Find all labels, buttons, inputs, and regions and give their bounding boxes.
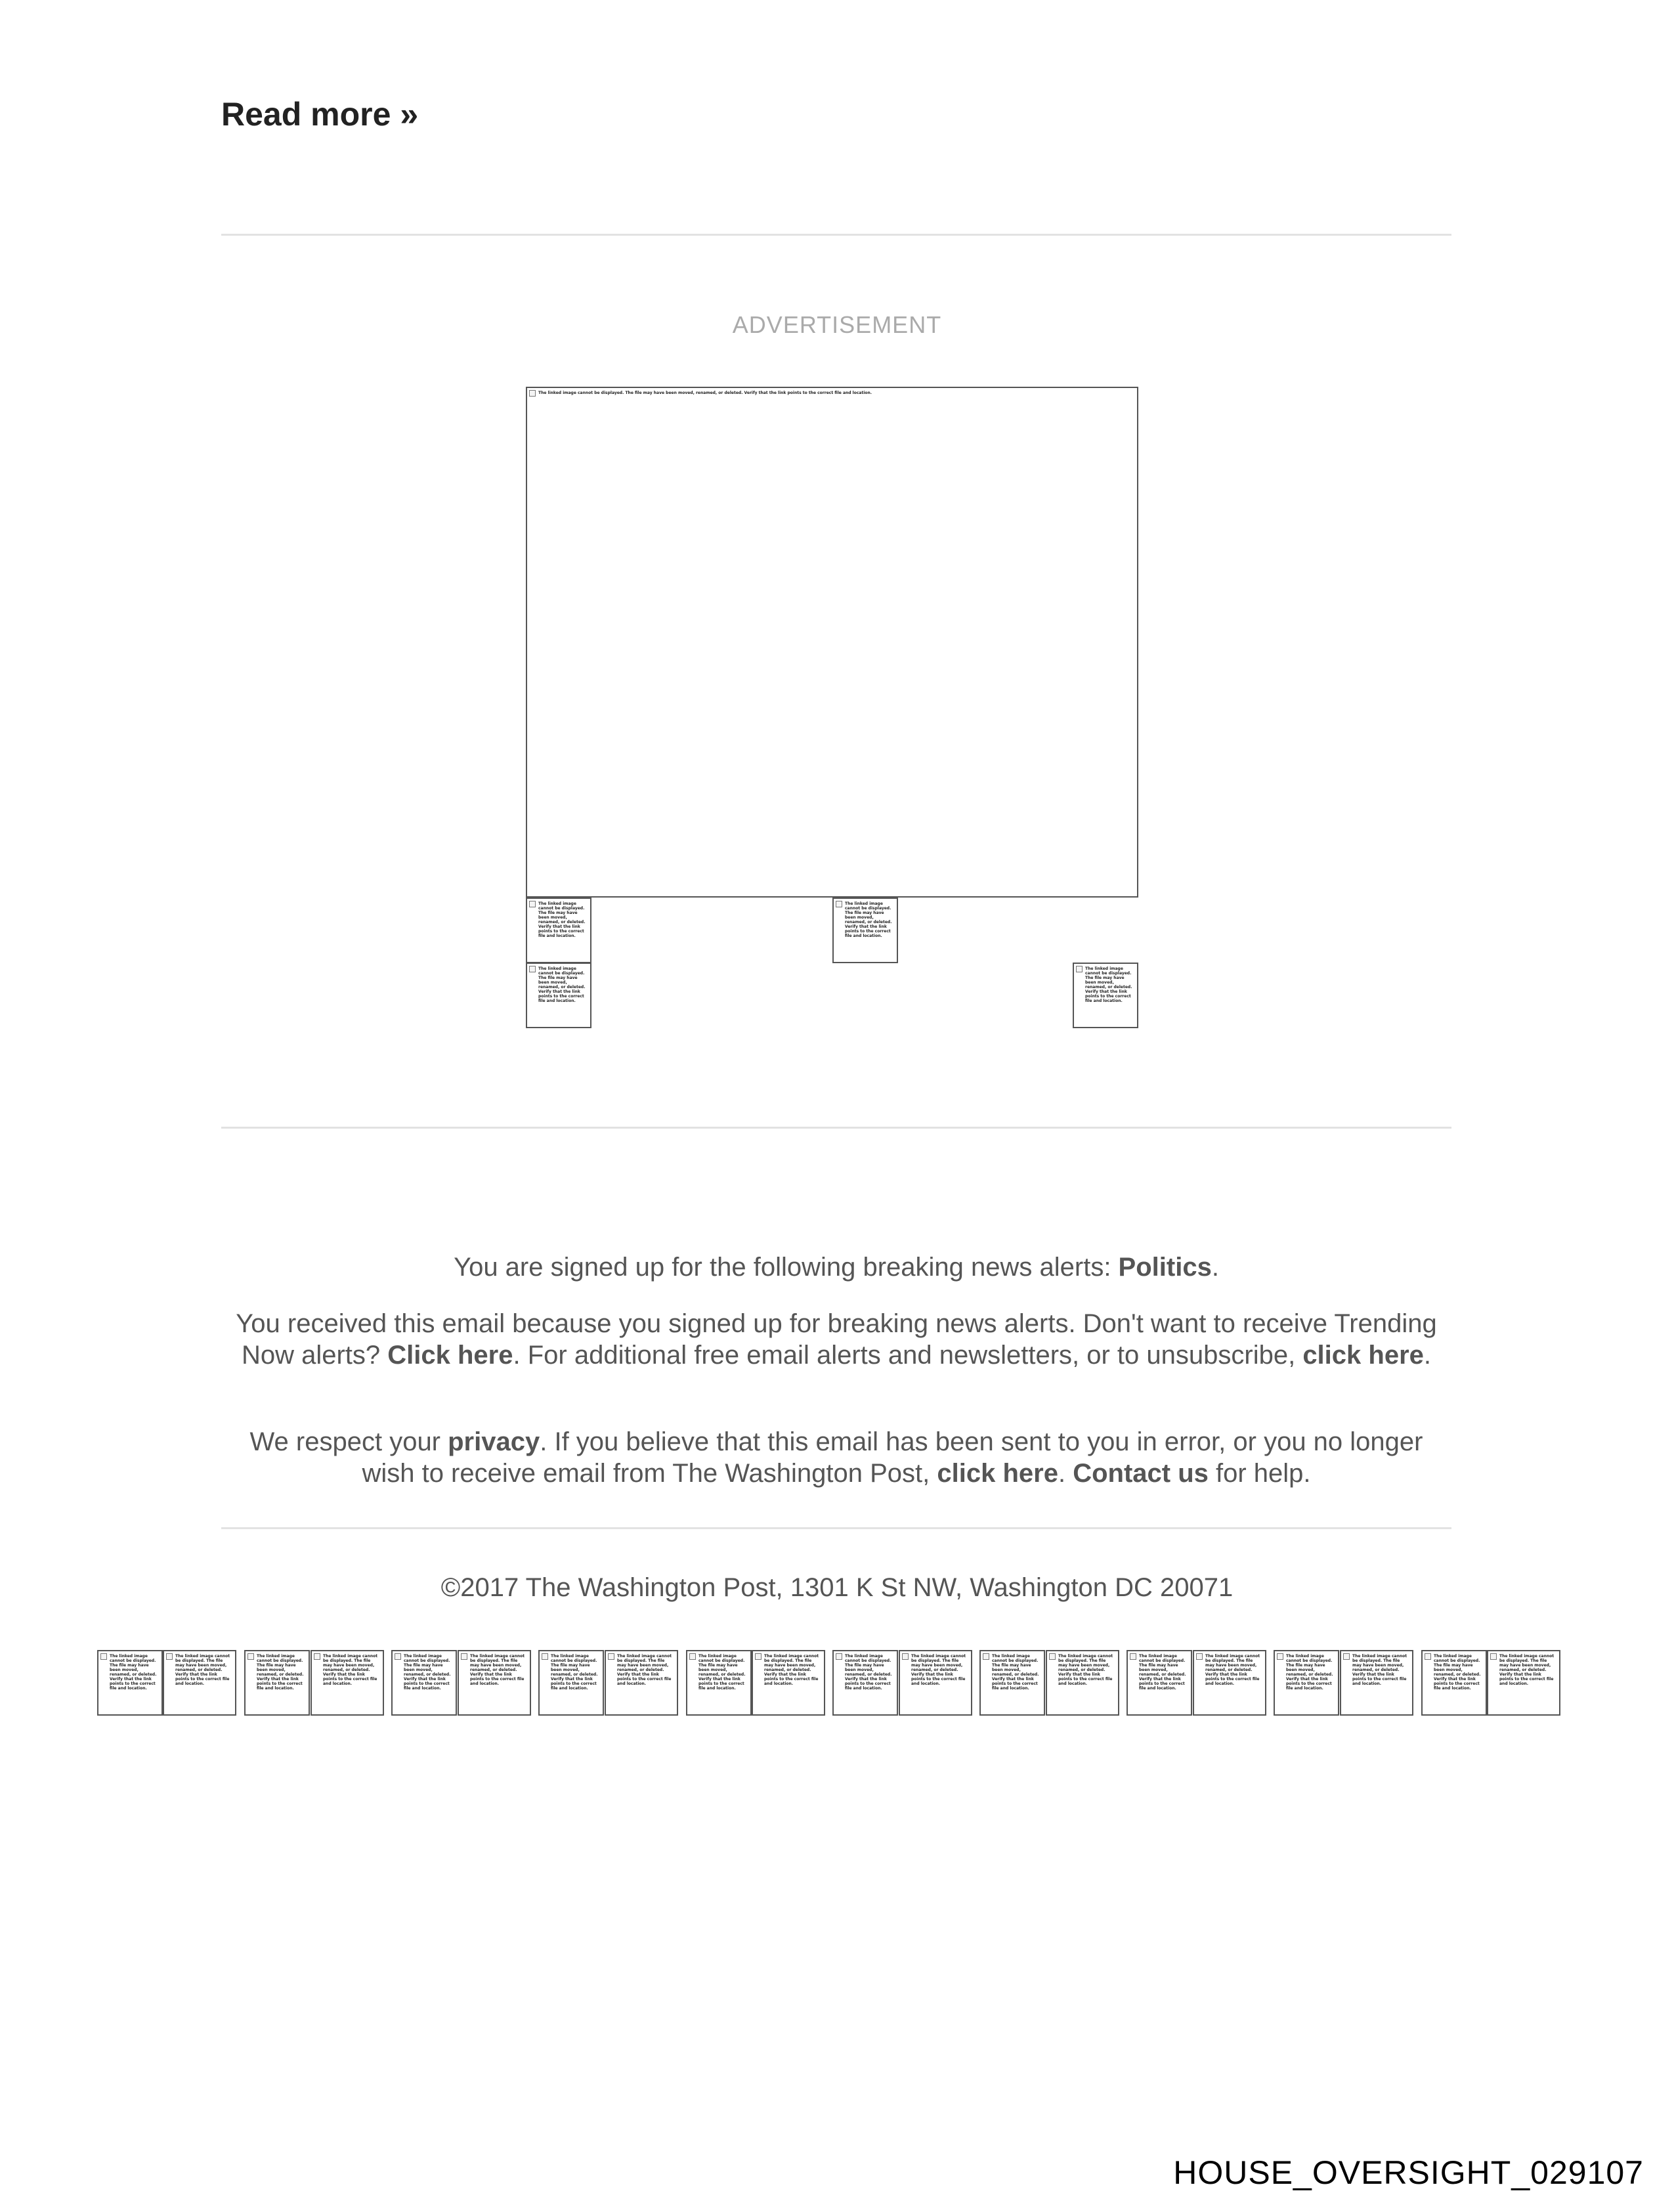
broken-image-icon xyxy=(1490,1653,1497,1660)
tracking-pixel-image[interactable] xyxy=(1046,1650,1119,1716)
advertisement-label: ADVERTISEMENT xyxy=(732,311,942,338)
broken-image-icon xyxy=(983,1653,989,1660)
broken-image-text: The linked image cannot be displayed. The file may have been moved, renamed, or deleted. Verify that the link points to the correct file and location. xyxy=(1499,1654,1555,1686)
broken-image-text: The linked image cannot be displayed. The file may have been moved, renamed, or deleted. Verify that the link points to the correct file and location. xyxy=(1085,966,1132,1003)
broken-image-text: The linked image cannot be displayed. The file may have been moved, renamed, or deleted. Verify that the link points to the correct file and location. xyxy=(1434,1654,1481,1691)
broken-image-icon xyxy=(1425,1653,1431,1660)
divider xyxy=(221,1527,1451,1529)
tracking-pixel-image[interactable] xyxy=(605,1650,678,1716)
tracking-pixel-image[interactable] xyxy=(832,1650,898,1716)
broken-image-icon xyxy=(1343,1653,1350,1660)
ad-tracking-image[interactable] xyxy=(526,963,591,1028)
broken-image-text: The linked image cannot be displayed. The file may have been moved, renamed, or deleted. Verify that the link points to the correct file and location. xyxy=(1286,1654,1333,1691)
ad-tracking-image[interactable] xyxy=(832,898,898,963)
broken-image-text: The linked image cannot be displayed. The file may have been moved, renamed, or deleted. Verify that the link points to the correct file and location. xyxy=(257,1654,304,1691)
broken-image-text: The linked image cannot be displayed. The file may have been moved, renamed, or deleted. Verify that the link points to the correct file and location. xyxy=(764,1654,819,1686)
broken-image-text: The linked image cannot be displayed. The file may have been moved, renamed, or deleted. Verify that the link points to the correct file and location. xyxy=(698,1654,746,1691)
alerts-subscription-text: You are signed up for the following breaking news alerts: Politics. xyxy=(454,1253,1219,1282)
broken-image-icon xyxy=(836,1653,842,1660)
copyright-text: ©2017 The Washington Post, 1301 K St NW, Washington DC 20071 xyxy=(440,1573,1234,1602)
broken-image-text: The linked image cannot be displayed. The file may have been moved, renamed, or deleted. Verify that the link points to the correct file and location. xyxy=(404,1654,451,1691)
ad-tracking-image[interactable] xyxy=(526,898,591,963)
tracking-pixel-image[interactable] xyxy=(97,1650,163,1716)
error-unsubscribe-link[interactable]: click here xyxy=(937,1459,1058,1488)
broken-image-text: The linked image cannot be displayed. The file may have been moved, renamed, or deleted. Verify that the link points to the correct file and location. xyxy=(110,1654,157,1691)
tracking-pixel-image[interactable] xyxy=(391,1650,457,1716)
broken-image-icon xyxy=(542,1653,548,1660)
broken-image-text: The linked image cannot be displayed. The file may have been moved, renamed, or deleted. Verify that the link points to the correct file and location. xyxy=(1352,1654,1407,1686)
broken-image-text: The linked image cannot be displayed. The file may have been moved, renamed, or deleted. Verify that the link points to the correct file and location. xyxy=(551,1654,598,1691)
broken-image-icon xyxy=(1196,1653,1203,1660)
broken-image-icon xyxy=(1277,1653,1283,1660)
contact-us-link[interactable]: Contact us xyxy=(1073,1459,1209,1488)
broken-image-icon xyxy=(100,1653,107,1660)
alert-topic: Politics xyxy=(1118,1253,1212,1282)
tracking-pixel-image[interactable] xyxy=(458,1650,531,1716)
bates-number: HOUSE_OVERSIGHT_029107 xyxy=(1173,2154,1644,2191)
broken-image-icon xyxy=(902,1653,909,1660)
broken-image-icon xyxy=(247,1653,254,1660)
broken-image-icon xyxy=(395,1653,401,1660)
broken-image-text: The linked image cannot be displayed. The file may have been moved, renamed, or deleted. Verify that the link points to the correct file and location. xyxy=(470,1654,525,1686)
privacy-link[interactable]: privacy xyxy=(448,1427,540,1456)
broken-image-icon xyxy=(755,1653,762,1660)
broken-image-icon xyxy=(529,390,536,397)
tracking-pixel-image[interactable] xyxy=(686,1650,752,1716)
broken-image-icon xyxy=(314,1653,320,1660)
tracking-pixel-image[interactable] xyxy=(1193,1650,1266,1716)
tracking-pixel-image[interactable] xyxy=(244,1650,310,1716)
broken-image-text: The linked image cannot be displayed. The file may have been moved, renamed, or deleted. Verify that the link points to the correct file and location. xyxy=(538,966,586,1003)
broken-image-icon xyxy=(529,966,536,972)
tracking-pixel-image[interactable] xyxy=(1421,1650,1487,1716)
manage-alerts-link[interactable]: click here xyxy=(1302,1341,1424,1370)
broken-image-icon xyxy=(608,1653,614,1660)
broken-image-icon xyxy=(1130,1653,1136,1660)
tracking-pixel-image[interactable] xyxy=(1274,1650,1339,1716)
trending-unsubscribe-link[interactable]: Click here xyxy=(387,1341,513,1370)
broken-image-text: The linked image cannot be displayed. The file may have been moved, renamed, or deleted. Verify that the link points to the correct file and location. xyxy=(1139,1654,1186,1691)
broken-image-icon xyxy=(1076,966,1083,972)
broken-image-text: The linked image cannot be displayed. The file may have been moved, renamed, or deleted. Verify that the link points to the correct file and location. xyxy=(845,1654,892,1691)
broken-image-text: The linked image cannot be displayed. The file may have been moved, renamed, or deleted. Verify that the link points to the correct file and location. xyxy=(175,1654,230,1686)
tracking-pixel-image[interactable] xyxy=(538,1650,604,1716)
broken-image-text: The linked image cannot be displayed. The file may have been moved, renamed, or deleted. Verify that the link points to the correct file and location. xyxy=(845,901,892,938)
broken-image-icon xyxy=(836,901,842,907)
broken-image-icon xyxy=(689,1653,696,1660)
broken-image-text: The linked image cannot be displayed. The file may have been moved, renamed, or deleted. Verify that the link points to the correct file and location. xyxy=(323,1654,378,1686)
tracking-pixel-image[interactable] xyxy=(163,1650,236,1716)
tracking-pixel-image[interactable] xyxy=(979,1650,1045,1716)
tracking-pixel-image[interactable] xyxy=(1340,1650,1413,1716)
tracking-pixel-image[interactable] xyxy=(311,1650,384,1716)
broken-image-text: The linked image cannot be displayed. The file may have been moved, renamed, or deleted. Verify that the link points to the correct file and location. xyxy=(1058,1654,1113,1686)
broken-image-icon xyxy=(166,1653,173,1660)
broken-image-text: The linked image cannot be displayed. The file may have been moved, renamed, or deleted. Verify that the link points to the correct file and location. xyxy=(538,391,872,395)
broken-image-icon xyxy=(461,1653,467,1660)
unsubscribe-text: You received this email because you signed up for breaking news alerts. Don't want to receive Trending Now alerts? Click here. For additional free email alerts and newsletters, or to unsubscribe, click here. xyxy=(236,1309,1437,1370)
tracking-pixel-image[interactable] xyxy=(1487,1650,1560,1716)
broken-image-text: The linked image cannot be displayed. The file may have been moved, renamed, or deleted. Verify that the link points to the correct file and location. xyxy=(617,1654,672,1686)
broken-image-icon xyxy=(529,901,536,907)
broken-image-text: The linked image cannot be displayed. The file may have been moved, renamed, or deleted. Verify that the link points to the correct file and location. xyxy=(538,901,586,938)
broken-image-text: The linked image cannot be displayed. The file may have been moved, renamed, or deleted. Verify that the link points to the correct file and location. xyxy=(911,1654,966,1686)
ad-tracking-image[interactable] xyxy=(1073,963,1138,1028)
broken-image-text: The linked image cannot be displayed. The file may have been moved, renamed, or deleted. Verify that the link points to the correct file and location. xyxy=(1205,1654,1260,1686)
advertisement-image[interactable] xyxy=(526,387,1138,898)
privacy-text: We respect your privacy. If you believe that this email has been sent to you in error, or you no longer wish to receive email from The Washington Post, click here. Contact us for help. xyxy=(249,1427,1423,1488)
tracking-pixel-image[interactable] xyxy=(752,1650,825,1716)
tracking-pixel-image[interactable] xyxy=(1127,1650,1192,1716)
divider xyxy=(221,234,1451,236)
broken-image-icon xyxy=(1049,1653,1056,1660)
read-more-link[interactable]: Read more » xyxy=(221,96,419,133)
broken-image-text: The linked image cannot be displayed. The file may have been moved, renamed, or deleted. Verify that the link points to the correct file and location. xyxy=(992,1654,1039,1691)
divider xyxy=(221,1127,1451,1129)
tracking-pixel-image[interactable] xyxy=(899,1650,972,1716)
